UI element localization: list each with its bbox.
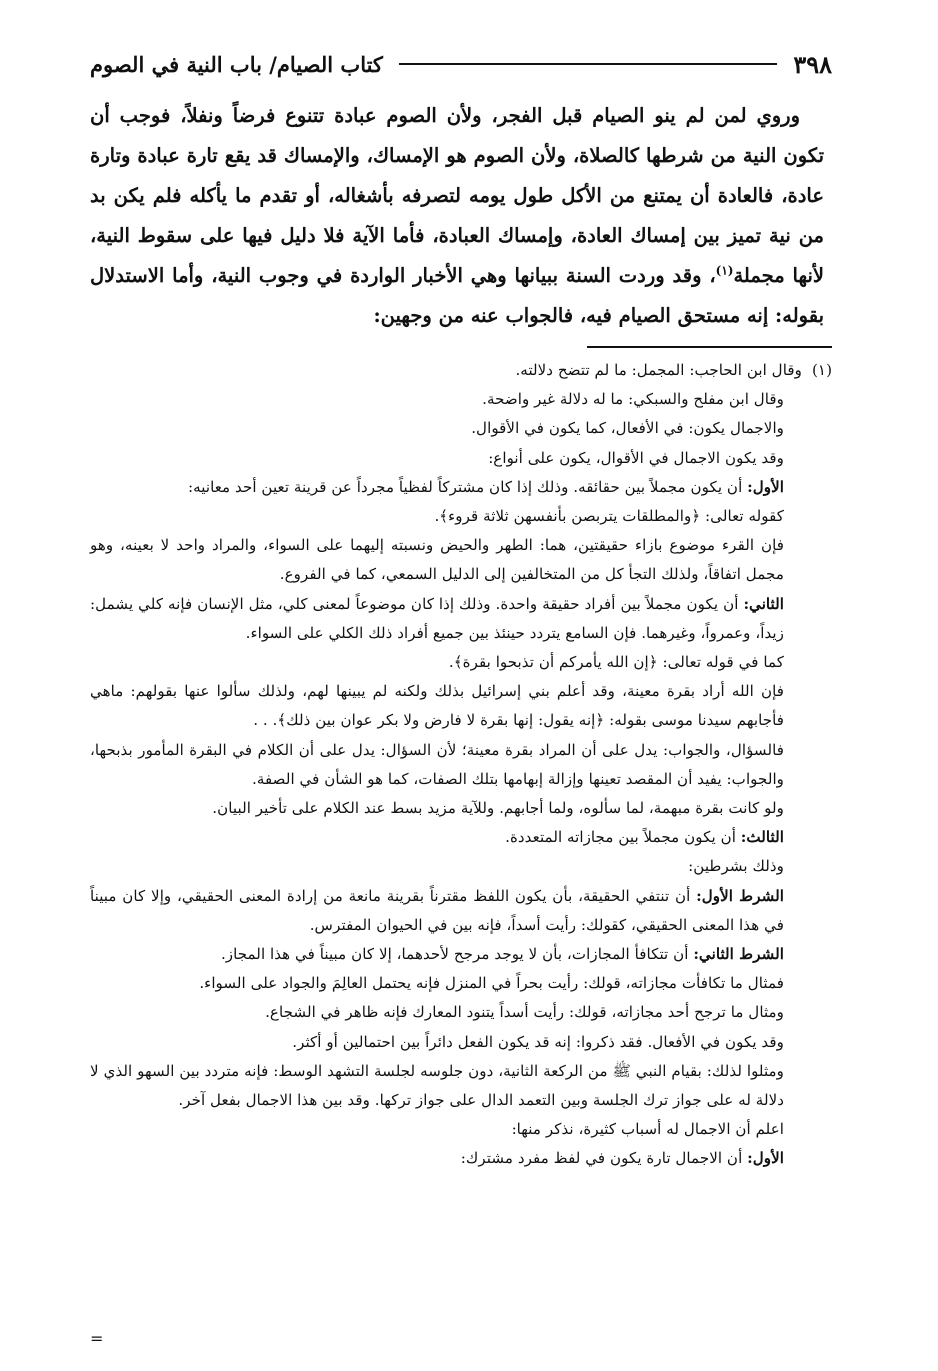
footnote-paragraph: ومثلوا لذلك: بقيام النبي ﷺ من الركعة الثانية، دون جلوسه لجلسة التشهد الوسط: فإنه متردد بين السهو الذي لا دلالة له على جواز ترك الجلسة وبين التعمد الدال على جواز تركها. وقد بين هذا الاجمال بفعل آخر. [90,1061,784,1110]
main-text [90,96,832,336]
type-text: أن يكون مجملاً بين حقائقه. وذلك إذا كان مشتركاً لفظياً مجرداً عن قرينة تعين أحد معانيه: [188,477,743,496]
footnote-type-third [90,823,832,852]
footnote-cause-first [90,1144,832,1173]
footnote-type-first [90,473,832,502]
footnotes [90,356,832,1174]
footnote-paragraph: فإن القرء موضوع بازاء حقيقتين، هما: الطهر والحيض ونسبته إليهما على السواء، والمراد واحد لا بعينه، وهو مجمل اتفاقاً، ولذلك التجأ كل من المتخالفين إلى الدليل السمعي، كما في الفروع. [90,536,784,584]
condition-text: أن تنتفي الحقيقة، بأن يكون اللفظ مقترناً بقرينة مانعة من إرادة المعنى الحقيقي، وإلا كان مبيناً في هذا المعنى الحقيقي، كقولك: رأيت أسداً، فإنه بين في الحيوان المفترس. [90,886,784,934]
footnote-line: والاجمال يكون: في الأفعال، كما يكون في الأقوال. [471,419,784,438]
type-label: الثاني: [743,594,784,613]
footnote-paragraph: وقد يكون في الأفعال. فقد ذكروا: إنه قد يكون الفعل دائراً بين احتمالين أو أكثر. [292,1032,784,1051]
header-rule [399,63,777,65]
condition-label: الشرط الثاني: [693,945,784,964]
page-header [90,40,832,88]
footnote-verse: كما في قوله تعالى: ﴿إن الله يأمركم أن تذبحوا بقرة﴾. [448,653,784,672]
footnote-paragraph: اعلم أن الاجمال له أسباب كثيرة، نذكر منها: [511,1120,784,1139]
type-text: أن يكون مجملاً بين أفراد حقيقة واحدة. وذلك إذا كان موضوعاً لمعنى كلي، مثل الإنسان فإنه كلي يشمل: زيداً، وعمرواً، وغيرهما. فإن السامع يتردد حينئذ بين جميع أفراد ذلك الكلي على السواء. [90,594,784,642]
footnote-definition-hajib: وقال ابن الحاجب: المجمل: ما لم تتضح دلالته. [515,361,802,379]
footnote-reference[interactable]: (١) [715,263,734,278]
footnote-condition-first [90,882,832,940]
footnote-paragraph: فالسؤال، والجواب: يدل على أن المراد بقرة معينة؛ لأن السؤال: يدل على أن الكلام في البقرة المأمور بذبحها، والجواب: يفيد أن المقصد تعينها وإزالة إبهامها بتلك الصفات، كما هو الشأن في الصفة. [90,740,784,788]
running-title: كتاب الصيام/ باب النية في الصوم [90,51,383,77]
footnote-verse: كقوله تعالى: ﴿والمطلقات يتربصن بأنفسهن ثلاثة قروء﴾. [434,507,784,526]
footnote-line: وقد يكون الاجمال في الأقوال، يكون على أنواع: [488,448,784,467]
page [90,40,832,1360]
footnote-line: وقال ابن مفلح والسبكي: ما له دلالة غير واضحة. [482,390,784,409]
main-paragraph [90,96,824,336]
condition-label: الشرط الأول: [696,886,785,905]
footnote-line [90,356,832,385]
cause-text: أن الاجمال تارة يكون في لفظ مفرد مشترك: [460,1149,743,1168]
type-label: الأول: [747,477,784,496]
footnote-number: (١) [811,361,832,379]
footnote-separator [587,346,832,348]
footnote-type-second [90,590,832,648]
type-text: أن يكون مجملاً بين مجازاته المتعددة. [505,828,736,847]
continuation-mark: = [90,1329,104,1348]
type-label: الثالث: [740,828,784,847]
footnote-paragraph: ومثال ما ترجح أحد مجازاته، قولك: رأيت أسداً يتنود المعارك فإنه ظاهر في الشجاع. [265,1003,784,1022]
footnote-paragraph: فإن الله أراد بقرة معينة، وقد أعلم بني إسرائيل بذلك ولكنه لم يبينها لهم، ولذلك سألوا عنها بقولهم: ماهي فأجابهم سيدنا موسى بقوله: ﴿إنه يقول: إنها بقرة لا فارض ولا بكر عوان بين ذلك﴾. . . [90,682,784,730]
footnote-condition-second [90,940,832,969]
main-paragraph-text: وروي لمن لم ينو الصيام قبل الفجر، ولأن الصوم عبادة تتنوع فرضاً ونفلاً، فوجب أن تكون النية من شرطها كالصلاة، ولأن الصوم هو الإمساك، والإمساك قد يقع تارة عبادة وتارة عادة، فالعادة أن يمتنع من الأكل طول يومه لتصرفه بأشغاله، أو تقدم ما يأكله فلم يكن بد من نية تميز بين إمساك العادة، وإمساك العبادة، فأما الآية فلا دليل فيها على سقوط النية، لأنها مجملة [90,104,825,287]
footnote-line: وذلك بشرطين: [688,857,784,876]
footnote-paragraph: ولو كانت بقرة مبهمة، لما سألوه، ولما أجابهم. وللآية مزيد بسط عند الكلام على تأخير البيان. [212,799,784,818]
footnote-paragraph: فمثال ما تكافأت مجازاته، قولك: رأيت بحراً في المنزل فإنه يحتمل العالِمَ والجواد على السواء. [199,974,784,993]
main-paragraph-continuation: ، وقد وردت السنة ببيانها وهي الأخبار الواردة في وجوب النية، وأما الاستدلال بقوله: إنه مستحق الصيام فيه، فالجواب عنه من وجهين: [90,264,824,327]
page-number: ٣٩٨ [793,49,832,79]
cause-label: الأول: [747,1149,784,1168]
condition-text: أن تتكافأ المجازات، بأن لا يوجد مرجح لأحدهما، إلا كان مبيناً في هذا المجاز. [220,945,689,964]
